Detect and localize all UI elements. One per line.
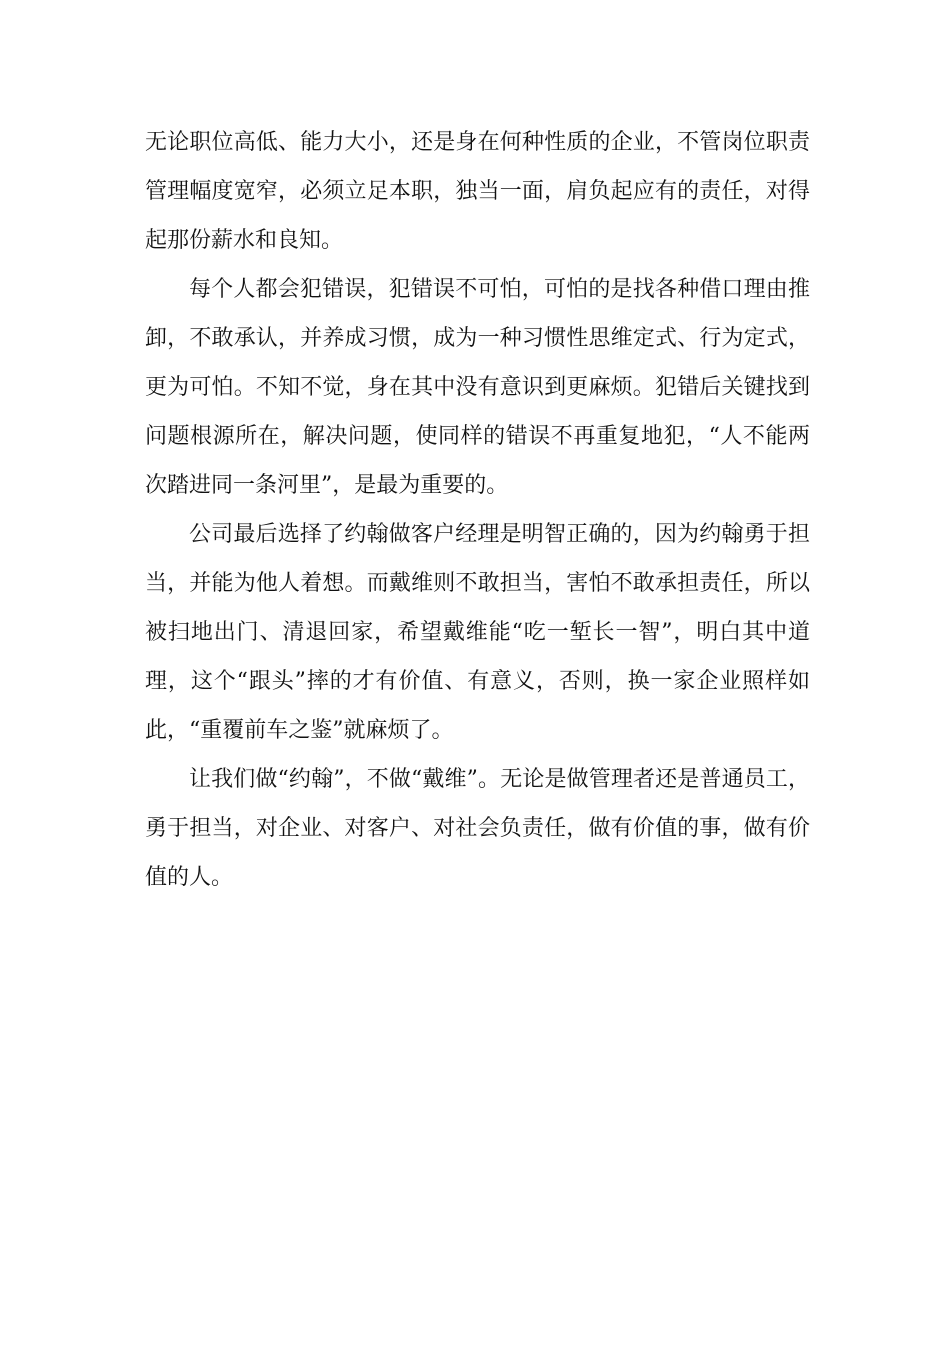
document-body: [145, 118, 810, 902]
text-line: 值的人。: [145, 865, 234, 890]
text-line: 被扫地出门、清退回家，希望戴维能“吃一堑长一智”，明白其中道: [145, 620, 810, 645]
text-line: 次踏进同一条河里”，是最为重要的。: [145, 473, 509, 498]
paragraph-1: [145, 118, 810, 265]
text-line: 无论职位高低、能力大小，还是身在何种性质的企业，不管岗位职责: [145, 130, 810, 155]
text-line: 管理幅度宽窄，必须立足本职，独当一面，肩负起应有的责任，对得: [145, 179, 810, 204]
paragraph-4: [145, 755, 810, 902]
text-line: 卸，不敢承认，并养成习惯，成为一种习惯性思维定式、行为定式，: [145, 326, 810, 351]
text-line: 当，并能为他人着想。而戴维则不敢担当，害怕不敢承担责任，所以: [145, 571, 810, 596]
text-line: 问题根源所在，解决问题，使同样的错误不再重复地犯，“人不能两: [145, 424, 810, 449]
text-line: 让我们做“约翰”，不做“戴维”。无论是做管理者还是普通员工，: [189, 767, 810, 792]
text-line: 勇于担当，对企业、对客户、对社会负责任，做有价值的事，做有价: [145, 816, 810, 841]
text-line: 起那份薪水和良知。: [145, 228, 344, 253]
paragraph-3: [145, 510, 810, 755]
text-line: 每个人都会犯错误，犯错误不可怕，可怕的是找各种借口理由推: [189, 277, 810, 302]
text-line: 此，“重覆前车之鉴”就麻烦了。: [145, 718, 454, 743]
text-line: 公司最后选择了约翰做客户经理是明智正确的，因为约翰勇于担: [189, 522, 810, 547]
text-line: 理，这个“跟头”摔的才有价值、有意义，否则，换一家企业照样如: [145, 669, 810, 694]
paragraph-2: [145, 265, 810, 510]
text-line: 更为可怕。不知不觉，身在其中没有意识到更麻烦。犯错后关键找到: [145, 375, 810, 400]
